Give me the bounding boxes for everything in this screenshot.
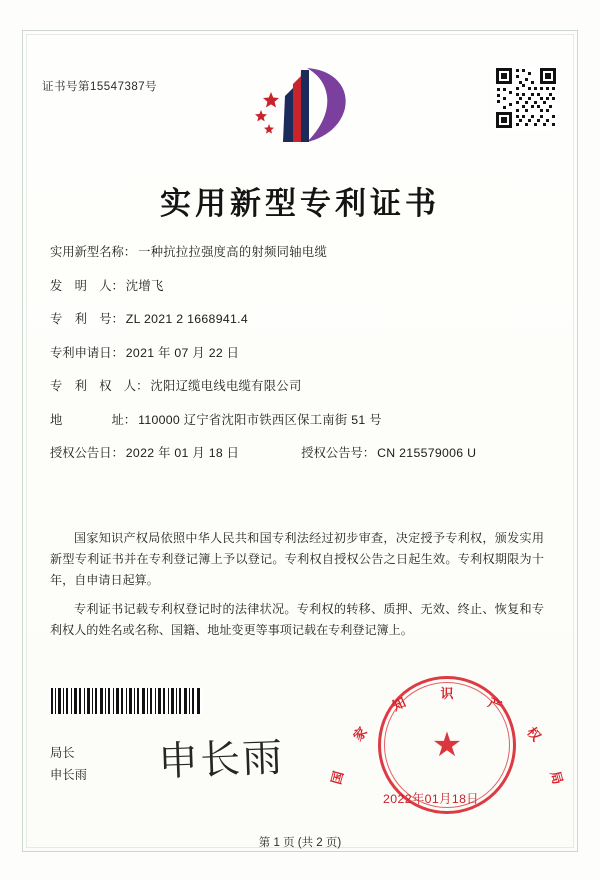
grant-number-value: CN 215579006 U: [377, 446, 477, 460]
handwritten-signature: 申长雨: [157, 734, 285, 786]
director-title-label: 局长: [50, 746, 75, 760]
seal-date: 2022年01月18日: [383, 792, 480, 806]
signature-block: [50, 742, 87, 786]
field-value: 沈增飞: [125, 278, 164, 293]
field-label: 专利申请日：: [50, 345, 124, 360]
field-label: 专 利 号：: [50, 312, 124, 326]
grant-date-value: 2022 年 01 月 18 日: [125, 446, 240, 460]
field-row: [50, 242, 550, 260]
seal-text: 国 家 知 识 产 权 局: [329, 687, 565, 787]
field-list: [50, 242, 550, 477]
field-value: ZL 2021 2 1668941.4: [125, 312, 248, 326]
field-row: [50, 276, 550, 294]
director-name-label: 申长雨: [50, 768, 87, 782]
barcode-icon: [50, 688, 202, 714]
field-value: 沈阳辽缆电线电缆有限公司: [150, 379, 302, 393]
grant-date-label: 授权公告日：: [50, 446, 124, 460]
field-label: 地 址：: [50, 412, 137, 427]
field-row: [50, 376, 550, 394]
legal-text: [50, 528, 544, 649]
certificate-number: 证书号第15547387号: [42, 81, 158, 93]
field-row: [50, 343, 550, 361]
page-footer: 第 1 页 (共 2 页): [258, 837, 342, 849]
field-value: 2021 年 07 月 22 日: [125, 345, 240, 360]
field-label: 实用新型名称：: [50, 245, 137, 259]
field-label: 发 明 人：: [50, 278, 124, 293]
page-title: 实用新型专利证书: [160, 186, 440, 222]
legal-paragraph-2: 专利证书记载专利权登记时的法律状况。专利权的转移、质押、无效、终止、恢复和专利权人的姓名或名称、国籍、地址变更等事项记载在专利登记簿上。: [50, 602, 544, 637]
qr-code-icon: [494, 66, 558, 130]
grant-row: [50, 443, 550, 461]
field-row: [50, 410, 550, 428]
field-value: 110000 辽宁省沈阳市铁西区保工南街 51 号: [138, 412, 382, 427]
field-value: 一种抗拉拉强度高的射频同轴电缆: [138, 245, 328, 259]
legal-paragraph-1: 国家知识产权局依照中华人民共和国专利法经过初步审查，决定授予专利权，颁发实用新型专利证书并在专利登记簿上予以登记。专利权自授权公告之日起生效。专利权期限为十年，自申请日起算。: [50, 531, 544, 587]
field-row: [50, 309, 550, 327]
patent-office-logo-icon: [249, 62, 351, 148]
grant-number-label: 授权公告号：: [301, 446, 376, 460]
five-point-star-icon: ★: [431, 726, 463, 764]
field-label: 专 利 权 人：: [50, 379, 149, 393]
